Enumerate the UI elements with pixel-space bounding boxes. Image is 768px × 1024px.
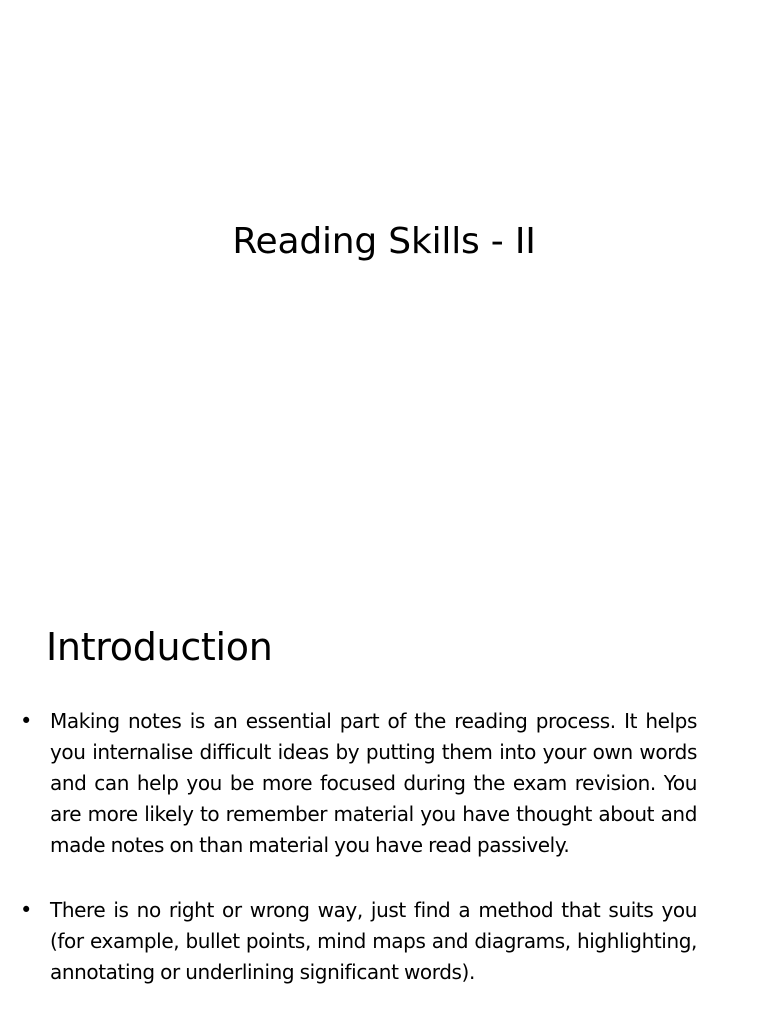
bullet-list	[0, 706, 768, 1022]
list-item	[0, 895, 768, 988]
list-item	[0, 706, 768, 861]
introduction-slide	[0, 576, 768, 1024]
bullet-text: There is no right or wrong way, just find a method that suits you (for example, bullet points, mind maps and diagrams, highlighting, annotating or underlining significant words).	[50, 898, 697, 984]
bullet-icon: •	[20, 898, 33, 922]
bullet-icon: •	[20, 709, 33, 733]
bullet-text: Making notes is an essential part of the reading process. It helps you internalise difficult ideas by putting them into your own words and can help you be more focused during the exam revision. You are more likely to remember material you have thought about and made notes on than material you have read passively.	[50, 709, 697, 857]
slide-title: Reading Skills - II	[232, 221, 536, 262]
section-title: Introduction	[46, 625, 273, 669]
